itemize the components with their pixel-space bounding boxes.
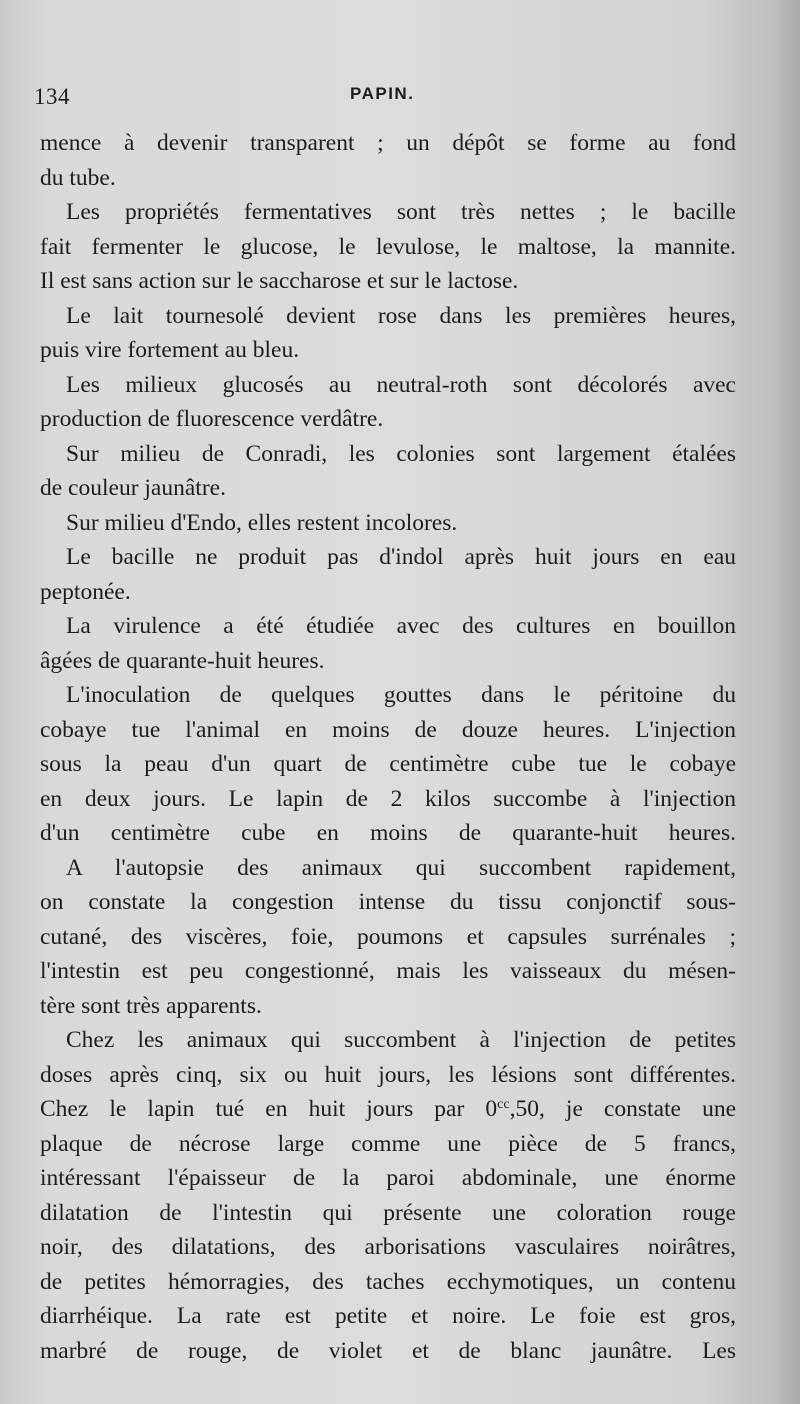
- text-line: doses après cinq, six ou huit jours, les lésions sont différentes.: [40, 1061, 736, 1088]
- text-fragment: Chez le lapin tué en huit jours par 0: [40, 1096, 498, 1122]
- text-line: sous la peau d'un quart de centimètre cube tue le cobaye: [40, 751, 736, 777]
- text-line: puis vire fortement au bleu.: [40, 337, 300, 363]
- text-line: on constate la congestion intense du tissu conjonctif sous-: [40, 889, 736, 915]
- text-line: marbré de rouge, de violet et de blanc jaunâtre. Les: [40, 1337, 736, 1364]
- text-line: intéressant l'épaisseur de la paroi abdominale, une énorme: [40, 1165, 736, 1191]
- text-line: Les milieux glucosés au neutral-roth sont décolorés avec: [66, 371, 736, 398]
- text-fragment: ,50, je constate une: [509, 1096, 736, 1122]
- text-line: Chez les animaux qui succombent à l'injection de petites: [66, 1027, 736, 1053]
- superscript: cc: [497, 1097, 510, 1112]
- text-line: A l'autopsie des animaux qui succombent rapidement,: [66, 854, 736, 881]
- text-line: Sur milieu d'Endo, elles restent incolores.: [66, 509, 458, 536]
- text-line: L'inoculation de quelques gouttes dans le péritoine du: [66, 682, 736, 708]
- page-number: 134: [34, 84, 70, 109]
- text-line: Le bacille ne produit pas d'indol après huit jours en eau: [66, 544, 736, 570]
- text-line: La virulence a été étudiée avec des cultures en bouillon: [66, 613, 736, 639]
- text-line: du tube.: [40, 164, 116, 191]
- running-title: PAPIN.: [350, 84, 415, 103]
- text-line: production de fluorescence verdâtre.: [40, 406, 384, 432]
- text-line: Le lait tournesolé devient rose dans les premières heures,: [66, 302, 736, 329]
- text-line: tère sont très apparents.: [40, 992, 262, 1019]
- text-line: âgées de quarante-huit heures.: [40, 647, 325, 674]
- text-line: [40, 1092, 736, 1127]
- text-line: en deux jours. Le lapin de 2 kilos succombe à l'injection: [40, 785, 736, 812]
- text-line: l'intestin est peu congestionné, mais les vaisseaux du mésen-: [40, 958, 736, 984]
- text-line: Les propriétés fermentatives sont très nettes ; le bacille: [66, 199, 736, 225]
- text-line: peptonée.: [40, 578, 131, 605]
- text-line: de couleur jaunâtre.: [40, 475, 226, 501]
- text-line: cutané, des viscères, foie, poumons et capsules surrénales ;: [40, 923, 736, 950]
- text-line: cobaye tue l'animal en moins de douze heures. L'injection: [40, 716, 736, 743]
- text-line: fait fermenter le glucose, le levulose, le maltose, la mannite.: [40, 233, 736, 260]
- text-line: plaque de nécrose large comme une pièce de 5 francs,: [40, 1130, 736, 1157]
- text-line: dilatation de l'intestin qui présente une coloration rouge: [40, 1199, 736, 1226]
- text-line: diarrhéique. La rate est petite et noire. Le foie est gros,: [40, 1303, 736, 1329]
- text-line: de petites hémorragies, des taches ecchymotiques, un contenu: [40, 1268, 736, 1295]
- body-text: [40, 126, 736, 1368]
- text-line: d'un centimètre cube en moins de quarante-huit heures.: [40, 820, 736, 846]
- text-line: Sur milieu de Conradi, les colonies sont largement étalées: [66, 440, 736, 467]
- text-line: mence à devenir transparent ; un dépôt se forme au fond: [40, 130, 736, 156]
- text-line: noir, des dilatations, des arborisations vasculaires noirâtres,: [40, 1234, 736, 1260]
- text-line: Il est sans action sur le saccharose et sur le lactose.: [40, 268, 519, 294]
